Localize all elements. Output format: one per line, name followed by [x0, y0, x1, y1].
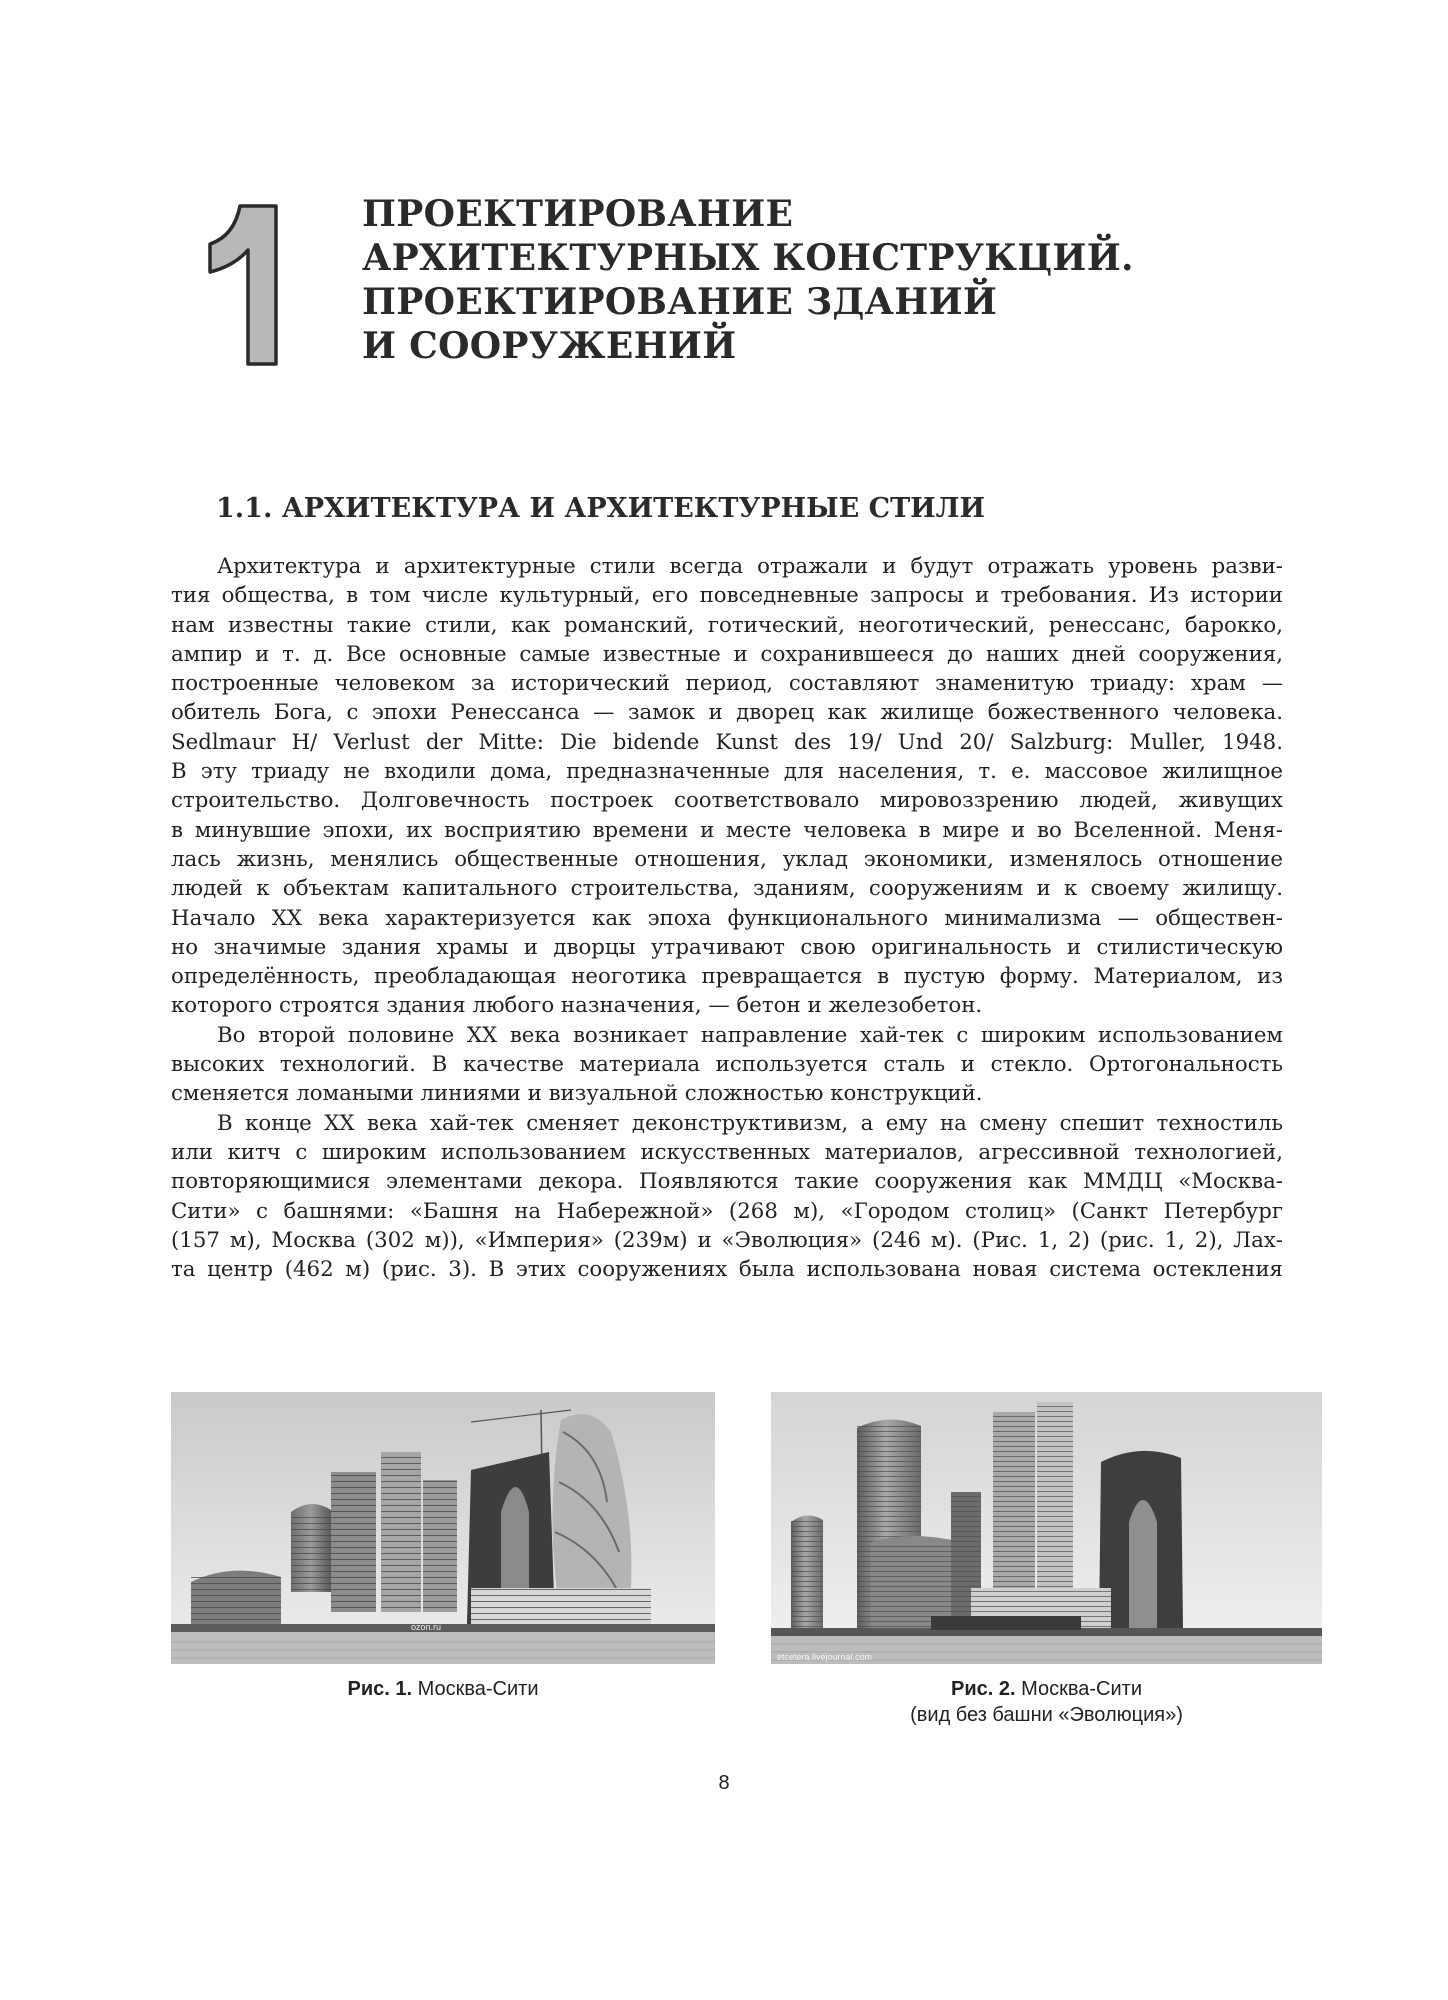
- figure-2-caption-subtext: (вид без башни «Эволюция»): [910, 1704, 1183, 1726]
- figure-1-photo: [171, 1392, 715, 1664]
- paragraph-line: обитель Бога, с эпохи Ренессанса — замок и дворец как жилище божественного человека.: [171, 700, 1283, 726]
- figure-1-label: Рис. 1.: [347, 1678, 413, 1700]
- paragraph-line: Архитектура и архитектурные стили всегда отражали и будут отражать уровень разви-: [217, 554, 1283, 579]
- chapter-number: [196, 200, 296, 370]
- paragraph-line: людей к объектам капитального строительства, зданиям, сооружениям и к своему жилищу.: [171, 876, 1283, 902]
- figure-2-photo: [771, 1392, 1322, 1664]
- paragraph-line: определённость, преобладающая неоготика превращается в пустую форму. Материалом, из: [171, 964, 1283, 990]
- paragraph-line: повторяющимися элементами декора. Появляются такие сооружения как ММДЦ «Москва-: [171, 1169, 1283, 1195]
- paragraph-line: нам известны такие стили, как романский, готический, неоготический, ренессанс, барокко,: [171, 612, 1283, 638]
- chapter-title-line: ПРОЕКТИРОВАНИЕ: [362, 193, 794, 235]
- paragraph-line: Sedlmaur H/ Verlust der Mitte: Die bidende Kunst des 19/ Und 20/ Salzburg: Muller, 1948.: [171, 729, 1283, 755]
- page-number: 8: [718, 1772, 730, 1794]
- figure-2-label: Рис. 2.: [950, 1678, 1016, 1700]
- chapter-number-text: 1: [196, 200, 197, 201]
- paragraph-line: ампир и т. д. Все основные самые известные и сохранившееся до наших дней сооружения,: [171, 641, 1283, 667]
- paragraph-line: но значимые здания храмы и дворцы утрачивают свою оригинальность и стилистическую: [171, 934, 1283, 960]
- paragraph-line: которого строятся здания любого назначения, — бетон и железобетон.: [171, 993, 983, 1019]
- paragraph-line: сменяется ломаными линиями и визуальной сложностью конструкций.: [171, 1081, 983, 1107]
- paragraph-line: В конце XX века хай-тек сменяет деконструктивизм, а ему на смену спешит техностиль: [217, 1110, 1283, 1136]
- chapter-title-line: АРХИТЕКТУРНЫХ КОНСТРУКЦИЙ.: [362, 237, 1134, 279]
- paragraph-line: или китч с широким использованием искусственных материалов, агрессивной технологией,: [171, 1139, 1283, 1165]
- paragraph-line: Начало XX века характеризуется как эпоха функционального минимализма — обществен-: [171, 905, 1283, 931]
- figure-1-caption: [171, 1676, 715, 1702]
- chapter-title-line: ПРОЕКТИРОВАНИЕ ЗДАНИЙ: [362, 281, 998, 323]
- chapter-title-line: И СООРУЖЕНИЙ: [362, 325, 737, 367]
- paragraph-line: В эту триаду не входили дома, предназначенные для населения, т. е. массовое жилищное: [171, 759, 1283, 785]
- paragraph-line: та центр (462 м) (рис. 3). В этих сооружениях была использована новая система остекления: [171, 1257, 1283, 1283]
- section-heading: 1.1. АРХИТЕКТУРА И АРХИТЕКТУРНЫЕ СТИЛИ: [216, 493, 986, 524]
- paragraph-line: (157 м), Москва (302 м)), «Империя» (239м) и «Эволюция» (246 м). (Рис. 1, 2) (рис. 1, 2), Лах-: [171, 1227, 1283, 1253]
- body-text: [171, 552, 1283, 1284]
- figure-2-watermark: etcetera.livejournal.com: [777, 1652, 873, 1662]
- figure-2-caption: [771, 1676, 1322, 1728]
- paragraph-line: высоких технологий. В качестве материала используется сталь и стекло. Ортогональность: [171, 1052, 1283, 1078]
- paragraph-line: Сити» с башнями: «Башня на Набережной» (268 м), «Городом столиц» (Санкт Петербург: [171, 1198, 1283, 1224]
- paragraph-line: строительство. Долговечность построек соответствовало мировоззрению людей, живущих: [171, 788, 1283, 814]
- paragraph-line: тия общества, в том числе культурный, его повседневные запросы и требования. Из истории: [171, 583, 1283, 609]
- paragraph-line: в минувшие эпохи, их восприятию времени и месте человека в мире и во Вселенной. Меня-: [171, 817, 1283, 843]
- paragraph-line: лась жизнь, менялись общественные отношения, уклад экономики, изменялось отношение: [171, 846, 1283, 872]
- figure-2-caption-text: Москва-Сити: [1021, 1678, 1142, 1700]
- figure-1-watermark: ozon.ru: [411, 1622, 442, 1632]
- paragraph-line: Во второй половине XX века возникает направление хай-тек с широким использованием: [217, 1022, 1283, 1048]
- paragraph-line: построенные человеком за исторический период, составляют знаменитую триаду: храм —: [171, 671, 1283, 697]
- figure-1-caption-text: Москва-Сити: [417, 1678, 539, 1700]
- chapter-title: [362, 192, 1262, 368]
